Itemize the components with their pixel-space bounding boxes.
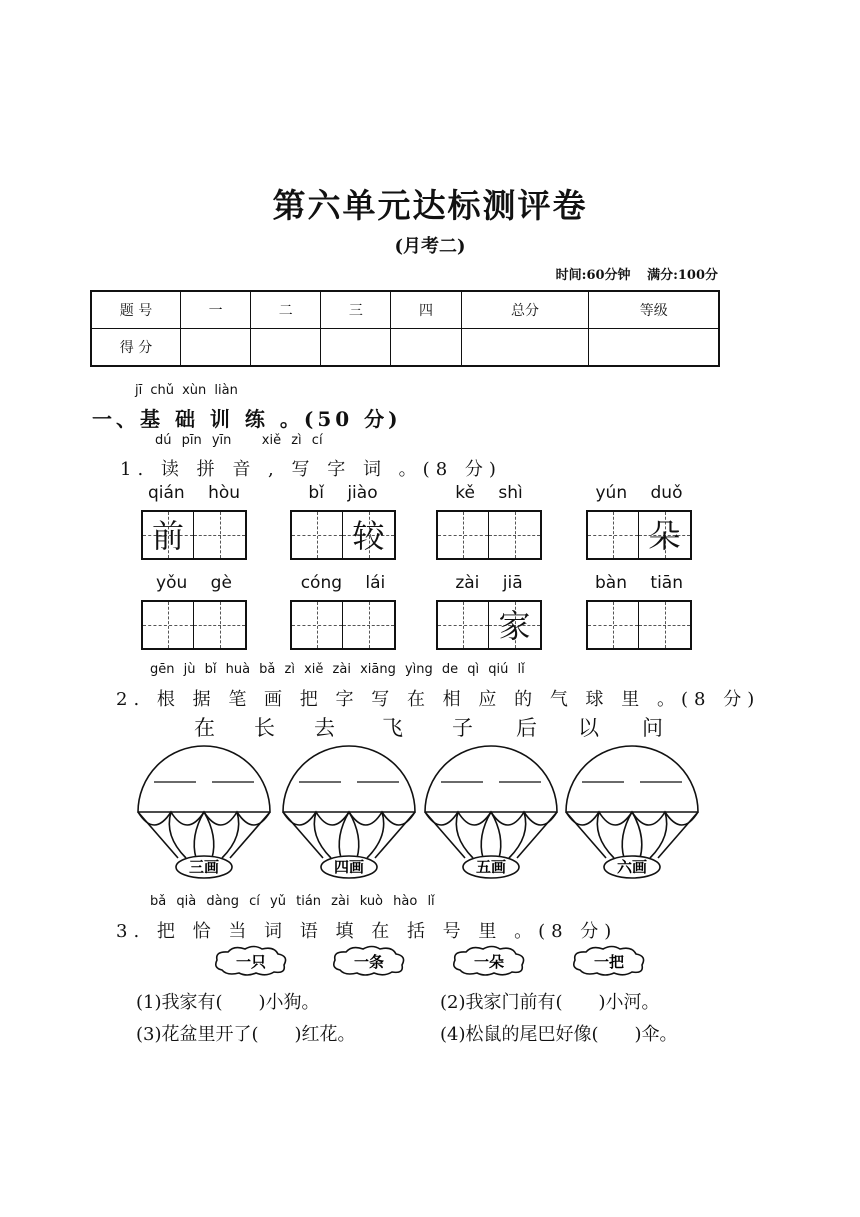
q1-word-pinyin: zài jiā	[455, 573, 523, 593]
balloon-string	[658, 812, 698, 858]
score-input-cell[interactable]	[391, 329, 461, 367]
tian-zi-grid	[436, 600, 542, 650]
character: 后	[516, 716, 537, 740]
q3-title: 3. 把 恰 当 词 语 填 在 括 号 里 。(8 分)	[116, 921, 618, 942]
writing-cell[interactable]	[639, 512, 690, 558]
guide-line	[317, 512, 318, 558]
cloud-icon	[212, 944, 290, 978]
tian-zi-grid	[586, 600, 692, 650]
q1-pinyin: dú pīn yīn xiě zì cí	[155, 433, 323, 448]
q1-word-pinyin: kě shì	[455, 483, 523, 503]
exam-info	[544, 264, 718, 283]
full-score: 满分:100分	[647, 268, 718, 283]
character: 在	[194, 716, 215, 740]
stroke-count-label: 六画	[616, 858, 648, 876]
parachute-balloon-icon	[279, 740, 419, 880]
writing-cell[interactable]	[343, 512, 394, 558]
balloon-dome	[566, 746, 698, 812]
q1-word-pinyin: bàn tiān	[595, 573, 683, 593]
score-input-cell[interactable]	[589, 329, 719, 367]
section1-title: 一、基 础 训 练 。(50 分)	[92, 407, 402, 431]
given-character: 朵	[648, 517, 681, 555]
tian-zi-grid	[586, 510, 692, 560]
score-table-header-row	[91, 291, 719, 329]
guide-line	[220, 512, 221, 558]
section1-pinyin: jī chǔ xùn liàn	[135, 383, 238, 398]
writing-cell[interactable]	[588, 602, 639, 648]
table-cell: 一	[181, 291, 251, 329]
parachute-balloon-icon	[421, 740, 561, 880]
q1-word-pinyin: qián hòu	[147, 483, 241, 503]
q3-sentence: (2)我家门前有( )小河。	[440, 992, 660, 1013]
parachute-balloon-icon	[562, 740, 702, 880]
q2-pinyin: gēn jù bǐ huà bǎ zì xiě zài xiāng yìng de qì qiú lǐ	[150, 662, 525, 677]
balloon-string	[566, 812, 606, 858]
q1-word-pinyin: bǐ jiào	[308, 483, 378, 503]
q1-word-pinyin: yún duǒ	[595, 483, 683, 503]
balloon-string	[425, 812, 465, 858]
balloon-scallops	[138, 812, 270, 825]
tian-zi-grid	[141, 600, 247, 650]
stroke-count-label: 五画	[475, 858, 507, 876]
word-cloud	[570, 944, 648, 978]
guide-line	[369, 602, 370, 648]
guide-line	[665, 602, 666, 648]
score-input-cell[interactable]	[461, 329, 589, 367]
q1-title: 1. 读 拼 音 , 写 字 词 。(8 分)	[120, 459, 502, 480]
word-cloud	[212, 944, 290, 978]
given-character: 较	[352, 517, 385, 555]
cloud-icon	[330, 944, 408, 978]
writing-cell[interactable]	[438, 512, 489, 558]
writing-cell[interactable]	[489, 512, 540, 558]
balloon-string	[517, 812, 557, 858]
guide-line	[168, 602, 169, 648]
balloon-string	[230, 812, 270, 858]
cloud-word: 一只	[235, 953, 267, 971]
character: 去	[314, 716, 335, 740]
cloud-word: 一条	[353, 953, 385, 971]
tian-zi-grid	[290, 510, 396, 560]
time-limit: 时间:60分钟	[555, 268, 631, 283]
q3-sentence: (3)花盆里开了( )红花。	[136, 1024, 356, 1045]
writing-cell[interactable]	[292, 602, 343, 648]
score-input-cell[interactable]	[321, 329, 391, 367]
balloon-scallops	[425, 812, 557, 825]
stroke-balloon	[421, 740, 561, 880]
writing-cell[interactable]	[639, 602, 690, 648]
character: 长	[254, 716, 275, 740]
score-input-cell[interactable]	[181, 329, 251, 367]
q3-sentence: (1)我家有( )小狗。	[136, 992, 320, 1013]
guide-line	[220, 602, 221, 648]
table-cell: 三	[321, 291, 391, 329]
score-table	[90, 290, 720, 367]
table-cell: 等级	[589, 291, 719, 329]
table-cell: 四	[391, 291, 461, 329]
tian-zi-grid	[141, 510, 247, 560]
table-cell: 题 号	[91, 291, 181, 329]
page-subtitle: (月考二)	[394, 236, 466, 257]
stroke-balloon	[279, 740, 419, 880]
writing-cell[interactable]	[143, 602, 194, 648]
q1-word-pinyin: yǒu gè	[156, 573, 232, 593]
balloon-string	[138, 812, 178, 858]
character: 问	[642, 716, 663, 740]
guide-line	[613, 602, 614, 648]
balloon-scallops	[283, 812, 415, 825]
q3-sentence: (4)松鼠的尾巴好像( )伞。	[440, 1024, 678, 1045]
writing-cell[interactable]	[343, 602, 394, 648]
guide-line	[515, 512, 516, 558]
guide-line	[613, 512, 614, 558]
stroke-count-label: 四画	[333, 858, 365, 876]
score-table-score-row	[91, 329, 719, 367]
score-input-cell[interactable]	[251, 329, 321, 367]
writing-cell[interactable]	[292, 512, 343, 558]
cloud-icon	[450, 944, 528, 978]
q2-title: 2. 根 据 笔 画 把 字 写 在 相 应 的 气 球 里 。(8 分)	[116, 689, 761, 710]
balloon-dome	[283, 746, 415, 812]
writing-cell[interactable]	[194, 512, 245, 558]
balloon-string	[283, 812, 323, 858]
writing-cell[interactable]	[194, 602, 245, 648]
tian-zi-grid	[290, 600, 396, 650]
q3-pinyin: bǎ qià dàng cí yǔ tián zài kuò hào lǐ	[150, 894, 435, 909]
balloon-dome	[425, 746, 557, 812]
q1-word-pinyin: cóng lái	[300, 573, 386, 593]
character: 子	[452, 716, 473, 740]
tian-zi-grid	[436, 510, 542, 560]
character: 以	[578, 716, 599, 740]
cloud-word: 一把	[593, 953, 625, 971]
writing-cell[interactable]	[438, 602, 489, 648]
table-cell: 得 分	[91, 329, 181, 367]
page-title: 第六单元达标测评卷	[272, 186, 588, 225]
table-cell: 总分	[461, 291, 589, 329]
word-cloud	[330, 944, 408, 978]
writing-cell[interactable]	[143, 512, 194, 558]
balloon-scallops	[566, 812, 698, 825]
word-cloud	[450, 944, 528, 978]
given-character: 前	[151, 517, 184, 555]
balloon-string	[375, 812, 415, 858]
writing-cell[interactable]	[588, 512, 639, 558]
table-cell: 二	[251, 291, 321, 329]
stroke-balloon	[134, 740, 274, 880]
cloud-icon	[570, 944, 648, 978]
guide-line	[463, 602, 464, 648]
writing-cell[interactable]	[489, 602, 540, 648]
stroke-count-label: 三画	[188, 858, 220, 876]
balloon-dome	[138, 746, 270, 812]
character: 飞	[382, 716, 403, 740]
given-character: 家	[498, 607, 531, 645]
parachute-balloon-icon	[134, 740, 274, 880]
guide-line	[463, 512, 464, 558]
guide-line	[317, 602, 318, 648]
stroke-balloon	[562, 740, 702, 880]
cloud-word: 一朵	[473, 953, 505, 971]
